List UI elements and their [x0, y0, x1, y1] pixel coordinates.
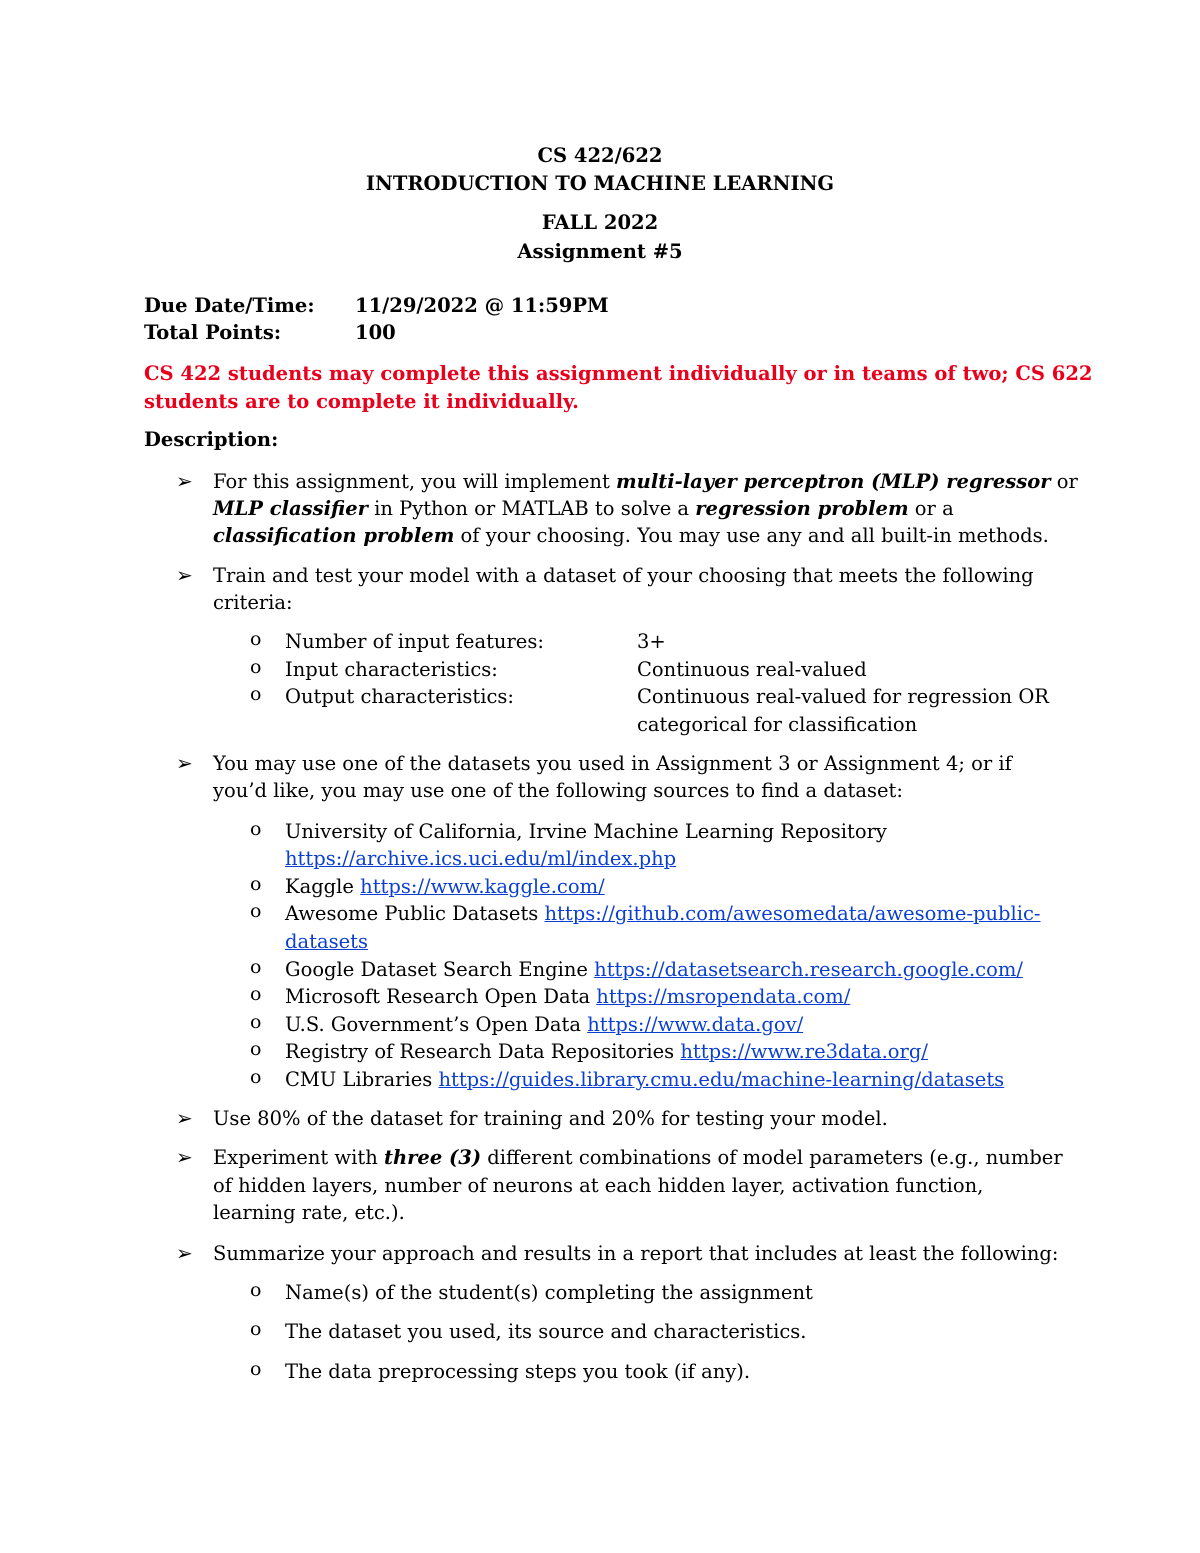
- arrow-bullet-icon: ➢: [176, 469, 193, 493]
- arrow-bullet-icon: ➢: [176, 751, 193, 775]
- source-link-row: [285, 928, 368, 955]
- source-link-continued[interactable]: datasets: [285, 930, 368, 953]
- points-label: Total Points:: [144, 321, 282, 344]
- b4-line-1: Use 80% of the dataset for training and 20% for testing your model.: [213, 1107, 888, 1130]
- source-link[interactable]: https://archive.ics.uci.edu/ml/index.php: [285, 847, 677, 870]
- circle-bullet-icon: o: [250, 628, 262, 650]
- source-link[interactable]: https://msropendata.com/: [596, 985, 851, 1008]
- b5-line-1: Experiment with three (3) different combinations of model parameters (e.g., number: [213, 1146, 1063, 1169]
- criteria-value: Continuous real-valued for regression OR: [637, 685, 1049, 708]
- due-value: 11/29/2022 @ 11:59PM: [355, 294, 609, 317]
- report-item: Name(s) of the student(s) completing the assignment: [285, 1281, 813, 1304]
- circle-bullet-icon: o: [250, 656, 262, 678]
- circle-bullet-icon: o: [250, 818, 262, 840]
- circle-bullet-icon: o: [250, 983, 262, 1005]
- source-name: Registry of Research Data Repositories: [285, 1040, 681, 1063]
- source-link-row: [285, 845, 676, 872]
- circle-bullet-icon: o: [250, 1066, 262, 1088]
- source-link[interactable]: https://datasetsearch.research.google.com/: [594, 958, 1023, 981]
- report-item: The data preprocessing steps you took (if any).: [285, 1360, 751, 1383]
- criteria-label: Output characteristics:: [285, 685, 514, 708]
- points-value: 100: [355, 321, 396, 344]
- arrow-bullet-icon: ➢: [176, 1241, 193, 1265]
- source-name: Kaggle: [285, 875, 361, 898]
- source-link[interactable]: https://github.com/awesomedata/awesome-public-: [544, 902, 1041, 925]
- b3-line-2: you’d like, you may use one of the following sources to find a dataset:: [213, 779, 903, 802]
- circle-bullet-icon: o: [250, 873, 262, 895]
- source-link[interactable]: https://guides.library.cmu.edu/machine-learning/datasets: [438, 1068, 1005, 1091]
- b6-line-1: Summarize your approach and results in a report that includes at least the following:: [213, 1242, 1059, 1265]
- source-name: Microsoft Research Open Data: [285, 985, 597, 1008]
- b5-line-2: of hidden layers, number of neurons at each hidden layer, activation function,: [213, 1174, 984, 1197]
- source-link[interactable]: https://www.data.gov/: [587, 1013, 804, 1036]
- course-code: CS 422/622: [537, 144, 663, 167]
- criteria-value: Continuous real-valued: [637, 658, 867, 681]
- due-label: Due Date/Time:: [144, 294, 315, 317]
- report-item: The dataset you used, its source and characteristics.: [285, 1320, 807, 1343]
- criteria-label: Number of input features:: [285, 630, 544, 653]
- source-item: [285, 956, 1023, 983]
- source-link[interactable]: https://www.re3data.org/: [680, 1040, 928, 1063]
- arrow-bullet-icon: ➢: [176, 1145, 193, 1169]
- course-title: INTRODUCTION TO MACHINE LEARNING: [365, 172, 835, 195]
- b1-line-2: MLP classifier in Python or MATLAB to solve a regression problem or a: [213, 497, 954, 520]
- source-item: [285, 1038, 928, 1065]
- circle-bullet-icon: o: [250, 1011, 262, 1033]
- source-item: [285, 1066, 1004, 1093]
- b1-line-1: For this assignment, you will implement multi-layer perceptron (MLP) regressor or: [213, 470, 1078, 493]
- notice-line-1: CS 422 students may complete this assignment individually or in teams of two; CS 622: [144, 362, 1093, 385]
- circle-bullet-icon: o: [250, 683, 262, 705]
- source-name: Awesome Public Datasets: [285, 902, 545, 925]
- assignment-number: Assignment #5: [517, 240, 683, 263]
- b2-line-2: criteria:: [213, 591, 293, 614]
- source-link[interactable]: https://www.kaggle.com/: [360, 875, 605, 898]
- criteria-value: 3+: [637, 630, 666, 653]
- source-name: CMU Libraries: [285, 1068, 439, 1091]
- circle-bullet-icon: o: [250, 1318, 262, 1340]
- source-name: Google Dataset Search Engine: [285, 958, 595, 981]
- b1-line-3: classification problem of your choosing. You may use any and all built-in methods.: [213, 524, 1049, 547]
- source-item: [285, 983, 850, 1010]
- term: FALL 2022: [541, 211, 659, 234]
- description-heading: Description:: [144, 428, 279, 451]
- source-item: [285, 873, 605, 900]
- circle-bullet-icon: o: [250, 1279, 262, 1301]
- notice-line-2: students are to complete it individually.: [144, 390, 579, 413]
- circle-bullet-icon: o: [250, 1038, 262, 1060]
- b5-line-3: learning rate, etc.).: [213, 1201, 405, 1224]
- source-name: U.S. Government’s Open Data: [285, 1013, 588, 1036]
- source-item: [285, 900, 1041, 927]
- source-name: University of California, Irvine Machine Learning Repository: [285, 820, 887, 843]
- source-item: [285, 1011, 803, 1038]
- circle-bullet-icon: o: [250, 956, 262, 978]
- circle-bullet-icon: o: [250, 900, 262, 922]
- criteria-label: Input characteristics:: [285, 658, 498, 681]
- b3-line-1: You may use one of the datasets you used in Assignment 3 or Assignment 4; or if: [213, 752, 1012, 775]
- b2-line-1: Train and test your model with a dataset of your choosing that meets the following: [213, 564, 1034, 587]
- criteria-value-continued: categorical for classification: [637, 713, 918, 736]
- arrow-bullet-icon: ➢: [176, 1106, 193, 1130]
- arrow-bullet-icon: ➢: [176, 563, 193, 587]
- circle-bullet-icon: o: [250, 1358, 262, 1380]
